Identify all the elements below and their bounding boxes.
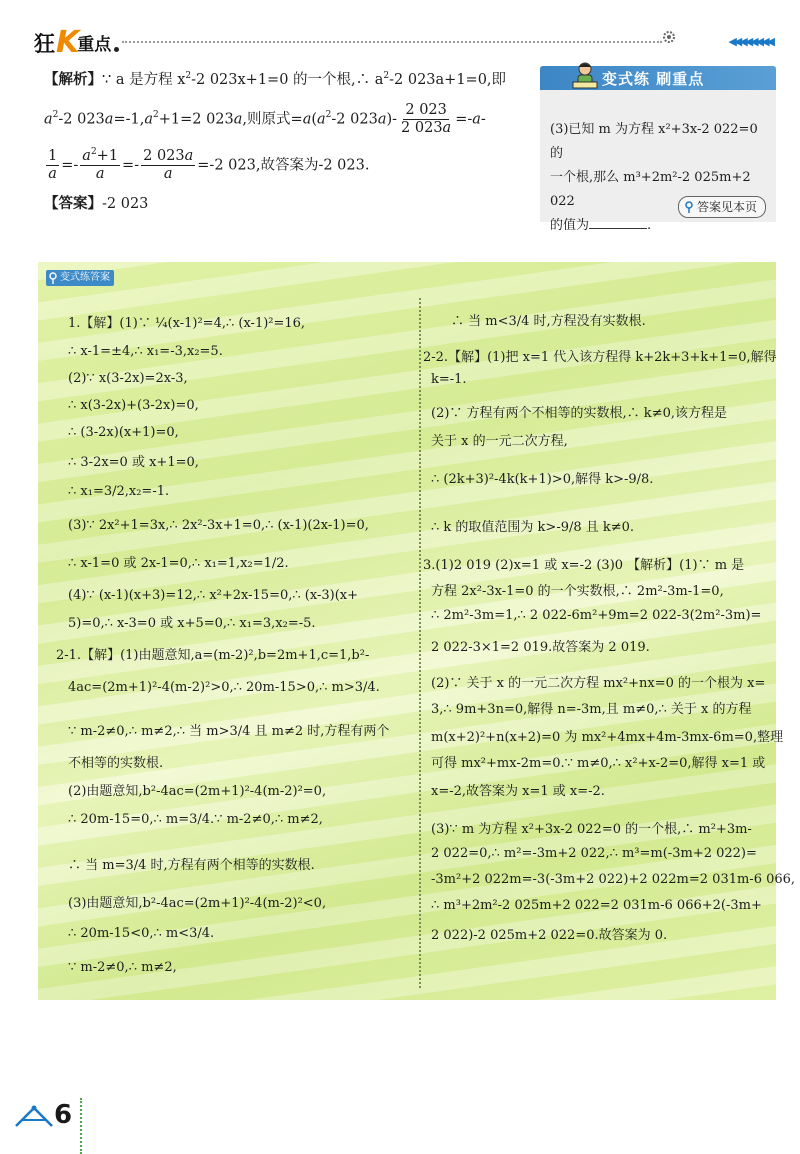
answer-line: ∴ (3-2x)(x+1)=0, xyxy=(68,425,179,440)
compass-ruler-icon xyxy=(14,1104,54,1130)
student-icon xyxy=(570,60,600,92)
answer-line: ∴ (2k+3)²-4k(k+1)>0,解得 k>-9/8. xyxy=(431,472,654,487)
practice-box-title: 变式练 刷重点 xyxy=(602,70,705,88)
answer-line: 5)=0,∴ x-3=0 或 x+5=0,∴ x₁=3,x₂=-5. xyxy=(68,616,316,631)
practice-question-line-3: 的值为 . xyxy=(550,214,770,238)
answer-line: ∴ x-1=0 或 2x-1=0,∴ x₁=1,x₂=1/2. xyxy=(68,556,289,571)
pin-icon xyxy=(685,201,693,213)
analysis-line-3: $\frac{1}{a}$ =- $\frac{a^2+1}{a}$ =- $\frac{2 023a}{a}$ =-2 023,故答案为-2 023. xyxy=(48,146,370,182)
answer-line: 2-2.【解】(1)把 x=1 代入该方程得 k+2k+3+k+1=0,解得 xyxy=(423,350,777,365)
logo-text-zhongdian: 重点 xyxy=(77,35,112,55)
answer-line: 不相等的实数根. xyxy=(68,756,164,771)
answer-line: 方程 2x²-3x-1=0 的一个实数根,∴ 2m²-3m-1=0, xyxy=(431,584,724,599)
answer-label: 【答案】 xyxy=(44,196,102,212)
answer-line: (2)由题意知,b²-4ac=(2m+1)²-4(m-2)²=0, xyxy=(68,784,327,799)
answer-line: -3m²+2 022m=-3(-3m+2 022)+2 022m=2 031m-6 066, xyxy=(431,872,796,887)
practice-question-line-1: (3)已知 m 为方程 x²+3x-2 022=0 的 xyxy=(550,122,758,161)
pin-icon xyxy=(49,272,57,284)
logo-dot xyxy=(114,47,119,52)
answer-line: (3)∵ m 为方程 x²+3x-2 022=0 的一个根,∴ m²+3m- xyxy=(431,822,752,837)
answer-line: ∴ x₁=3/2,x₂=-1. xyxy=(68,484,170,499)
answer-line: ∴ 20m-15=0,∴ m=3/4.∵ m-2≠0,∴ m≠2, xyxy=(68,812,323,827)
practice-box xyxy=(540,66,776,233)
answer-line: 4ac=(2m+1)²-4(m-2)²>0,∴ 20m-15>0,∴ m>3/4. xyxy=(68,680,380,695)
answer-line: ∴ x-1=±4,∴ x₁=-3,x₂=5. xyxy=(68,344,223,359)
page-header xyxy=(0,0,800,60)
answer-line: 3,∴ 9m+3n=0,解得 n=-3m,且 m≠0,∴ 关于 x 的方程 xyxy=(431,702,752,717)
see-answer-badge: 答案见本页 xyxy=(678,196,766,218)
answer-line: (3)由题意知,b²-4ac=(2m+1)²-4(m-2)²<0, xyxy=(68,896,327,911)
gear-icon xyxy=(662,30,676,44)
answer-line: ∴ 当 m=3/4 时,方程有两个相等的实数根. xyxy=(68,858,315,873)
answer-line: ∴ m³+2m²-2 025m+2 022=2 031m-6 066+2(-3m+ xyxy=(431,898,762,913)
answer-panel xyxy=(38,262,796,1000)
answer-line: (2)∵ x(3-2x)=2x-3, xyxy=(68,371,188,386)
chevron-left-icon: ◀◀◀◀◀◀◀◀ xyxy=(728,35,772,48)
answer-line: m(x+2)²+n(x+2)=0 为 mx²+4mx+4m-3mx-6m=0,整理 xyxy=(431,730,784,745)
answer-line: ∴ 2m²-3m=1,∴ 2 022-6m²+9m=2 022-3(2m²-3m)= xyxy=(431,608,762,623)
answer-line: 关于 x 的一元二次方程, xyxy=(431,434,568,449)
analysis-line-1: 【解析】∵ a 是方程 $x^2-2$ 023x+1=0 的一个根,∴ $a^2-2$ 023a+1=0,即 xyxy=(44,70,507,88)
answer-line: 2 022-3×1=2 019.故答案为 2 019. xyxy=(431,640,650,655)
answer-line: ∴ 3-2x=0 或 x+1=0, xyxy=(68,455,199,470)
analysis-label: 【解析】 xyxy=(44,72,102,88)
answer-line: 1.【解】(1)∵ ¼(x-1)²=4,∴ (x-1)²=16, xyxy=(68,316,306,331)
answer-line: ∴ x(3-2x)+(3-2x)=0, xyxy=(68,398,199,413)
answer-line: 可得 mx²+mx-2m=0.∵ m≠0,∴ x²+x-2=0,解得 x=1 或 xyxy=(431,756,766,771)
brand-logo xyxy=(34,24,119,58)
page-number: 6 xyxy=(54,1100,73,1130)
answer-line: ∵ m-2≠0,∴ m≠2, xyxy=(68,960,177,975)
answer-value: -2 023 xyxy=(102,196,149,212)
answer-line: (2)∵ 方程有两个不相等的实数根,∴ k≠0,该方程是 xyxy=(431,406,727,421)
answer-line: ∵ m-2≠0,∴ m≠2,∴ 当 m>3/4 且 m≠2 时,方程有两个 xyxy=(68,724,390,739)
footer-dotted-rule xyxy=(80,1098,82,1154)
answer-line: x=-2,故答案为 x=1 或 x=-2. xyxy=(431,784,605,799)
analysis-line-2: $a^2-2$ $023a=-1,a^2+1=2$ 023a,则原式$=a(a^2-2$ 023a)- $\frac{2 023}{2 023a}$ =-a- xyxy=(44,102,486,136)
header-dotted-rule xyxy=(122,41,662,43)
answer-line: (4)∵ (x-1)(x+3)=12,∴ x²+2x-15=0,∴ (x-3)(x+ xyxy=(68,588,358,603)
practice-question-line-2: 一个根,那么 m³+2m²-2 025m+2 022 xyxy=(550,170,751,209)
answer-line: (2)∵ 关于 x 的一元二次方程 mx²+nx=0 的一个根为 x= xyxy=(431,676,766,691)
answer-line: 2 022=0,∴ m²=-3m+2 022,∴ m³=m(-3m+2 022)= xyxy=(431,846,757,861)
practice-box-header xyxy=(540,66,776,90)
analysis-answer xyxy=(44,192,148,216)
answer-line: 2-1.【解】(1)由题意知,a=(m-2)²,b=2m+1,c=1,b²- xyxy=(56,648,370,663)
practice-question xyxy=(550,118,770,238)
logo-text-k: K xyxy=(56,25,80,60)
answer-line: ∴ k 的取值范围为 k>-9/8 且 k≠0. xyxy=(431,520,635,535)
answer-line: (3)∵ 2x²+1=3x,∴ 2x²-3x+1=0,∴ (x-1)(2x-1)=0, xyxy=(68,518,369,533)
answer-panel-tag: 变式练答案 xyxy=(46,270,114,286)
answer-line: ∴ 当 m<3/4 时,方程没有实数根. xyxy=(451,314,646,329)
answer-line: 2 022)-2 025m+2 022=0.故答案为 0. xyxy=(431,928,668,943)
logo-text-kuang: 狂 xyxy=(34,32,55,56)
column-divider xyxy=(419,298,421,988)
answer-line: k=-1. xyxy=(431,372,467,387)
answer-blank xyxy=(589,214,647,229)
answer-line: 3.(1)2 019 (2)x=1 或 x=-2 (3)0 【解析】(1)∵ m 是 xyxy=(423,558,745,573)
answer-line: ∴ 20m-15<0,∴ m<3/4. xyxy=(68,926,215,941)
